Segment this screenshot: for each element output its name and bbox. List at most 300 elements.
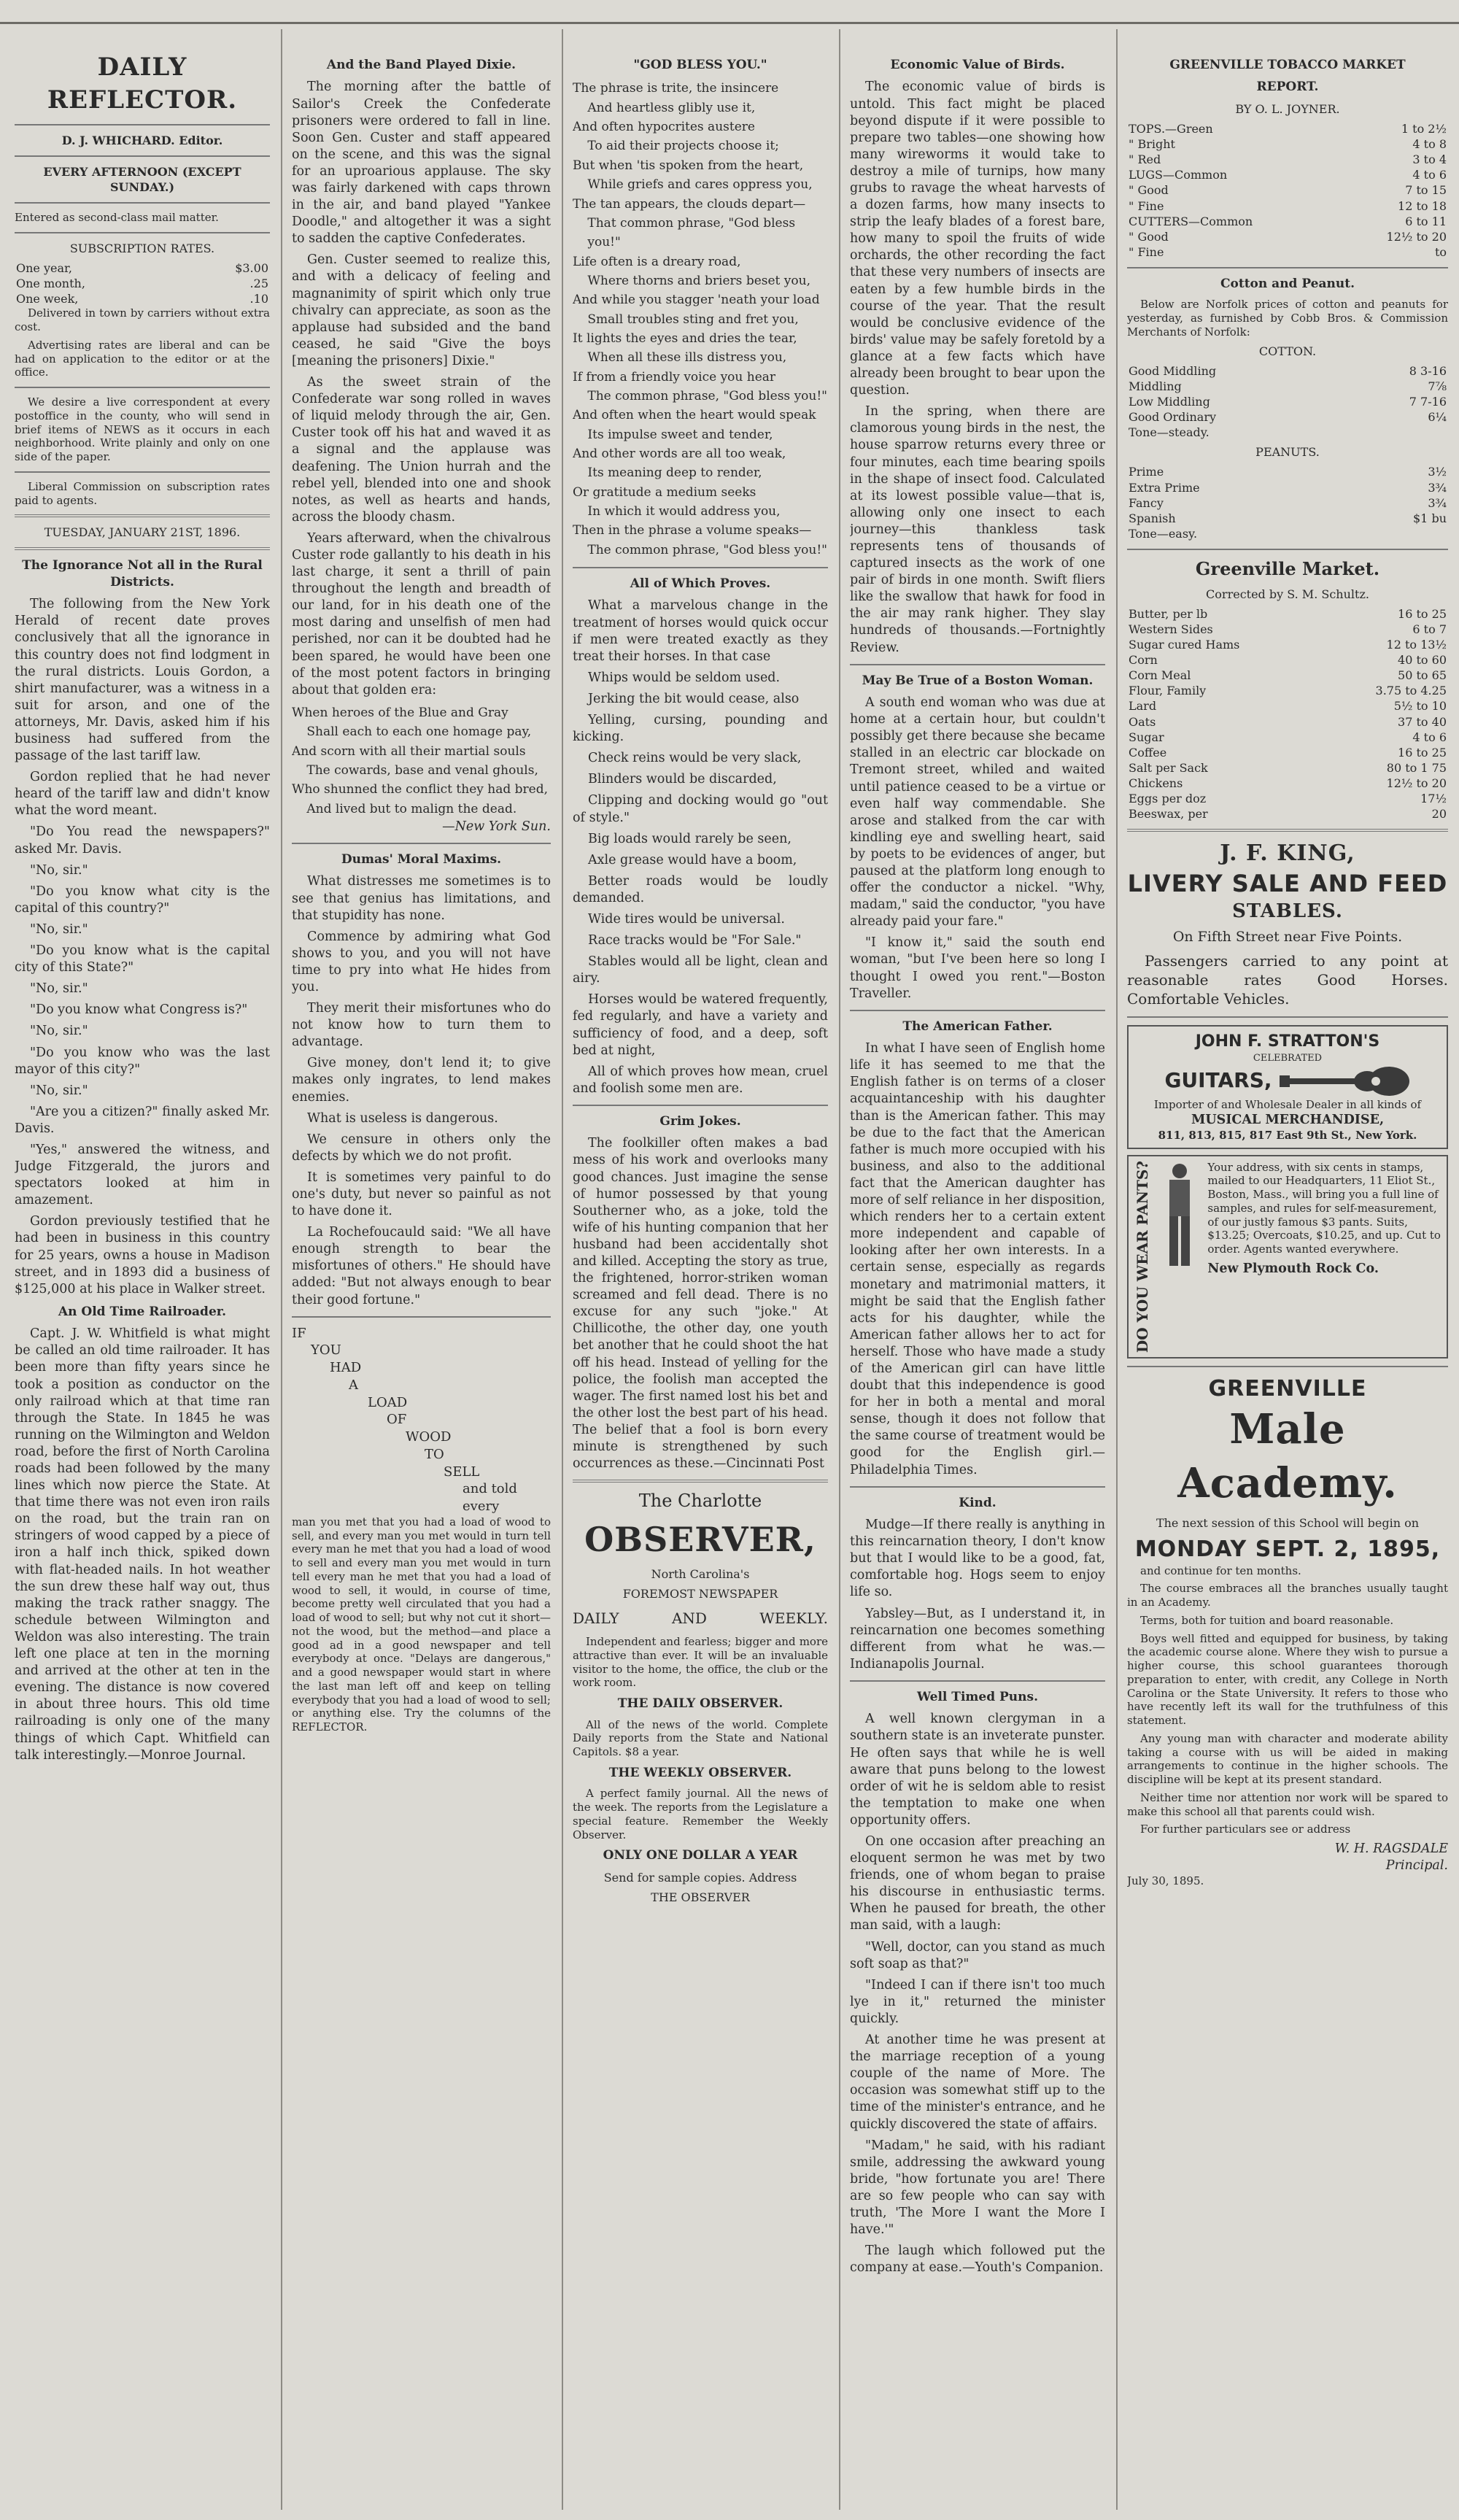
paragraph: Years afterward, when the chivalrous Custer rode gallantly to his death in his last charge, it sent a thrill of pain throughout the length and breadth of our land, for in his death one of the most daring and unselfish of men had perished, nor can it be doubted had he been spared, he would have been one of the most potent factors in bringing about that golden era: <box>292 530 551 697</box>
rates-heading: SUBSCRIPTION RATES. <box>69 241 215 255</box>
price-label: Tone—steady. <box>1129 425 1210 440</box>
article-list <box>573 670 828 1097</box>
price-value: 80 to 1 75 <box>1386 760 1447 775</box>
price-value: 8 3-16 <box>1409 363 1447 378</box>
price-label: Extra Prime <box>1129 480 1200 495</box>
poem-line: It lights the eyes and dries the tear, <box>573 331 797 346</box>
paragraph: "I know it," said the south end woman, "but I've been here so long I thought I owed you rent."—Boston Traveller. <box>850 935 1105 1001</box>
article-body <box>292 79 551 698</box>
paragraph: "Do you know what Congress is?" <box>30 1002 248 1018</box>
poem-line: That common phrase, "God bless you!" <box>587 215 796 250</box>
article-title: The Ignorance Not all in the Rural Districts. <box>22 558 263 590</box>
poem <box>573 79 828 560</box>
poem-line: Its meaning deep to render, <box>587 465 762 481</box>
observer-name: OBSERVER, <box>584 1519 816 1559</box>
stratton-address: 811, 813, 815, 817 East 9th St., New York. <box>1158 1128 1417 1142</box>
price-value: 20 <box>1431 807 1447 822</box>
article-title: May Be True of a Boston Woman. <box>862 673 1094 688</box>
king-line1: LIVERY SALE AND FEED <box>1127 869 1448 897</box>
poem-line: While griefs and cares oppress you, <box>587 177 813 193</box>
king-location: On Fifth Street near Five Points. <box>1172 929 1403 946</box>
observer-tag: North Carolina's <box>651 1566 750 1581</box>
paragraph: Stables would all be light, clean and airy. <box>573 954 828 986</box>
divider <box>1127 1016 1448 1018</box>
paragraph: Axle grease would have a boom, <box>588 852 797 867</box>
price-label: TOPS.—Green <box>1129 121 1213 136</box>
poem-line: The tan appears, the clouds depart— <box>573 196 806 212</box>
divider <box>15 547 270 550</box>
article-body <box>850 1517 1105 1673</box>
price-row <box>1127 425 1448 440</box>
price-label: Beeswax, per <box>1129 807 1208 822</box>
paragraph: Commence by admiring what God shows to you, and you will not have time to pry into what He hides from you. <box>292 929 551 994</box>
column-rule <box>839 29 840 2510</box>
king-ad <box>1127 839 1448 1008</box>
price-value: 12 to 18 <box>1398 198 1447 213</box>
paragraph: We censure in others only the defects by which we do not profit. <box>292 1132 551 1164</box>
price-label: Spanish <box>1129 511 1176 525</box>
divider <box>1127 1366 1448 1367</box>
academy-city: GREENVILLE <box>1208 1375 1367 1402</box>
price-label: LUGS—Common <box>1129 168 1228 182</box>
article-intro: What a marvelous change in the treatment of horses would quick occur if men were treated exactly as they treat their horses. In that case <box>573 598 828 664</box>
poem-line: And often when the heart would speak <box>573 408 816 423</box>
paragraph: "No, sir." <box>30 862 88 878</box>
price-label: " Fine <box>1129 244 1164 259</box>
paragraph: Big loads would rarely be seen, <box>588 831 792 846</box>
poem-line: If from a friendly voice you hear <box>573 369 776 384</box>
king-desc: Passengers carried to any point at reasonable rates Good Horses. Comfortable Vehicles. <box>1127 951 1448 1008</box>
market-title: GREENVILLE TOBACCO MARKET <box>1169 58 1406 72</box>
stratton-name: JOHN F. STRATTON'S <box>1195 1032 1380 1051</box>
price-label: Butter, per lb <box>1129 606 1208 621</box>
paragraph: It is sometimes very painful to do one's duty, but never so painful as not to have done it. <box>292 1170 551 1219</box>
price-row <box>1127 698 1448 714</box>
wood-ad-word: A <box>349 1377 358 1393</box>
divider <box>292 1316 551 1318</box>
paragraph: Gordon previously testified that he had been in business in this country for 25 years, owns a house in Madison street, and in 1893 did a business of $125,000 at his place in Walker street. <box>15 1214 270 1296</box>
paragraph: A south end woman who was due at home at a certain hour, but couldn't possibly get there because she became stalled in an electric car blockade on Tremont street, whiled and waited until patience ceased to be a virtue or even half way commendable. She arose and stalked from the car with kindling eye and swelling heart, said by poets to be evidences of anger, but paused at the platform long enough to offer the conductor a nickel. "Why, madam," said the conductor, "you have already paid your fare." <box>850 695 1105 929</box>
academy-ad <box>1127 1375 1448 1889</box>
price-label: " Good <box>1129 229 1169 244</box>
divider <box>15 514 270 517</box>
column-2 <box>292 51 551 2510</box>
guitar-icon <box>1280 1064 1411 1098</box>
academy-role: Principal. <box>1385 1858 1448 1874</box>
price-label: Prime <box>1129 465 1164 479</box>
price-row <box>1127 495 1448 511</box>
paragraph: Any young man with character and moderate ability taking a course with us will be aided in making arrangements to continue in the higher schools. The discipline will be kept at its present standard. <box>1127 1731 1448 1787</box>
price-label: Eggs per doz <box>1129 792 1207 806</box>
poem-line: And often hypocrites austere <box>573 120 755 135</box>
divider <box>850 1486 1105 1488</box>
king-name: J. F. KING, <box>1220 840 1355 867</box>
price-row <box>1127 182 1448 198</box>
column-rule <box>281 29 282 2510</box>
poem-line: Then in the phrase a volume speaks— <box>573 523 812 538</box>
column-4 <box>850 51 1105 2510</box>
price-value: 16 to 25 <box>1398 606 1447 621</box>
observer-weekly-text: A perfect family journal. All the news of the week. The reports from the Legislature a special feature. Remember the Weekly Observer. <box>573 1787 828 1841</box>
paragraph: "Yes," answered the witness, and Judge Fitzgerald, the jurors and spectators looked at him in amazement. <box>15 1142 270 1208</box>
price-label: Oats <box>1129 714 1156 729</box>
poem-line: Who shunned the conflict they had bred, <box>292 782 548 797</box>
greenville-market-table <box>1127 606 1448 822</box>
price-row <box>1127 464 1448 479</box>
article-body <box>850 79 1105 656</box>
observer-price: ONLY ONE DOLLAR A YEAR <box>603 1848 798 1863</box>
paragraph: Capt. J. W. Whitfield is what might be called an old time railroader. It has been more than fifty years since he took a position as conductor on the only railroad which at that time ran through the State. In 1845 he was running on the Wilmington and Weldon road, before the first of North Carolina roads had been followed by the many lines which now pierce the State. At that time there was not even iron rails on the road, but the train ran on stringers of wood capped by a piece of iron a half inch thick, spiked down with flat-headed nails. In hot weather the sun drew these half way out, thus making the track rather snaggy. The schedule between Wilmington and Weldon was also interesting. The train left one place at ten in the morning and arrived at the other at ten in the evening. The distance is now covered in about three hours. This old time railroading is only one of the many things of which Capt. Whitfield can talk interestingly.—Monroe Journal. <box>15 1326 270 1763</box>
price-row <box>1127 806 1448 822</box>
observer-daily-head: THE DAILY OBSERVER. <box>617 1696 783 1712</box>
price-row <box>1127 637 1448 652</box>
price-label: Good Ordinary <box>1129 410 1217 425</box>
price-value: 6¼ <box>1428 410 1447 425</box>
price-row <box>1127 167 1448 182</box>
observer-desc: Independent and fearless; bigger and more attractive than ever. It will be an invaluable visitor to the home, the office, the club or the work room. <box>573 1635 828 1690</box>
academy-dateline: July 30, 1895. <box>1127 1874 1204 1888</box>
paragraph: Clipping and docking would go "out of style." <box>573 793 828 825</box>
price-value: 1 to 2½ <box>1401 121 1447 136</box>
observer-sample: Send for sample copies. Address <box>603 1870 797 1885</box>
price-value: 12 to 13½ <box>1386 637 1447 652</box>
market-subtitle: REPORT. <box>1256 80 1319 95</box>
poem-line: The common phrase, "God bless you!" <box>587 388 828 403</box>
divider <box>15 155 270 157</box>
price-row <box>1127 683 1448 698</box>
peanut-heading: PEANUTS. <box>1255 445 1320 460</box>
paragraph: Give money, don't lend it; to give makes only ingrates, to lend makes enemies. <box>292 1056 551 1105</box>
price-row <box>1127 668 1448 683</box>
stratton-ad <box>1127 1025 1448 1149</box>
schedule-line: EVERY AFTERNOON (EXCEPT SUNDAY.) <box>43 164 241 194</box>
pants-company: New Plymouth Rock Co. <box>1207 1261 1379 1276</box>
divider <box>1127 829 1448 832</box>
price-value: 6 to 7 <box>1412 622 1447 636</box>
paragraph: Better roads would be loudly demanded. <box>573 873 828 905</box>
price-label: Chickens <box>1129 776 1183 790</box>
wood-ad-word: OF <box>387 1412 407 1428</box>
price-row <box>1127 730 1448 745</box>
wood-ad-word: WOOD <box>406 1429 452 1445</box>
market-byline: BY O. L. JOYNER. <box>1235 101 1340 116</box>
price-label: Fancy <box>1129 495 1164 510</box>
price-value: 16 to 25 <box>1398 745 1447 760</box>
divider <box>573 1480 828 1483</box>
rate-label: One year, <box>16 260 72 275</box>
wood-ad-word: SELL <box>444 1464 480 1480</box>
poem-line: When heroes of the Blue and Gray <box>292 705 508 720</box>
price-value: 7⅞ <box>1428 379 1447 393</box>
cotton-intro: Below are Norfolk prices of cotton and peanuts for yesterday, as furnished by Cobb Bros. & Commission Merchants of Norfolk: <box>1127 298 1448 339</box>
paragraph: For further particulars see or address <box>1140 1823 1351 1836</box>
article-body <box>15 1326 270 1763</box>
paragraph: The following from the New York Herald of recent date proves conclusively that all the ignorance in this country does not find lodgment in the rural districts. Louis Gordon, a shirt manufacturer, was a witness in a suit for arson, and one of the attorneys, Mr. Davis, asked him if his business had suffered from the passage of the last tariff law. <box>15 597 270 764</box>
wood-ad-word: HAD <box>330 1360 362 1376</box>
price-value: to <box>1434 244 1447 259</box>
stratton-guitar-row <box>1133 1064 1442 1098</box>
article-body <box>850 695 1105 1002</box>
wood-ad-text: man you met that you had a load of wood to sell, and every man you met would in turn tell every man he met that you had a load of wood to sell and every man you met would in turn tell every man he met that you had a load of wood to sell, it would, in course of time, become pretty well circulated that you had a load of wood to sell; but why not cut it short—not the wood, but the method—and place a good ad in a good newspaper and tell everybody at once. "Delays are dangerous," and a good newspaper would start in where the last man left off and keep on telling everybody that you had a load of wood to sell; or anything else. Try the columns of the REFLECTOR. <box>292 1515 551 1734</box>
column-1 <box>15 51 270 2510</box>
paragraph: As the sweet strain of the Confederate war song rolled in waves of liquid melody through the air, Gen. Custer took off his hat and waved it as a signal and the applause was deafening. The Union hurrah and the rebel yell, blended into one and shook notes, as well as hearts and hands, across the bloody chasm. <box>292 375 551 525</box>
correspondent-note: We desire a live correspondent at every postoffice in the county, who will send in brief items of NEWS as it occurs in each neighborhood. Write plainly and only on one side of the paper. <box>15 395 270 464</box>
price-row <box>1127 511 1448 526</box>
price-value: 7 to 15 <box>1405 183 1447 198</box>
price-value: 40 to 60 <box>1398 653 1447 668</box>
paragraph: The foolkiller often makes a bad mess of his work and overlooks many good chances. Just imagine the sense of humor possessed by that young Southerner who, as a joke, told the wife of his hunting companion that her husband had been accidentally shot and killed. Accepting the story as true, the frightened, horror-striken woman screamed and fell dead. There is no excuse for any such "joke." At Chillicothe, the other day, one youth bet another that he could shoot the hat off his head. Instead of yelling for the police, the foolish man accepted the wager. The first named lost his bet and the other lost the best part of his head. The belief that a fool is born every minute is strengthened by such occurrences as these.—Cincinnati Post <box>573 1136 828 1472</box>
price-label: Low Middling <box>1129 394 1210 409</box>
poem-line: In which it would address you, <box>587 504 781 519</box>
paragraph: On one occasion after preaching an eloquent sermon he was met by two friends, one of whom began to praise his discourse in enthusiastic terms. When he paused for breath, the other man said, with a laugh: <box>850 1834 1105 1933</box>
stratton-guitars: GUITARS, <box>1164 1068 1272 1093</box>
cotton-heading: COTTON. <box>1258 344 1317 358</box>
price-value: 12½ to 20 <box>1386 229 1447 244</box>
price-label: Tone—easy. <box>1129 526 1198 541</box>
paragraph: What distresses me sometimes is to see that genius has limitations, and that stupidity has none. <box>292 874 551 923</box>
pants-side: DO YOU WEAR PANTS? <box>1134 1160 1151 1353</box>
price-value <box>1350 425 1448 440</box>
rates-table <box>15 260 270 306</box>
paragraph: "Do you know what is the capital city of this State?" <box>15 943 270 975</box>
price-row <box>1127 214 1448 229</box>
rate-price: .10 <box>249 292 268 306</box>
poem-line: Shall each to each one homage pay, <box>306 724 532 740</box>
price-value: 4 to 8 <box>1412 137 1447 152</box>
price-value: 17½ <box>1420 792 1447 806</box>
observer-editions <box>573 1609 828 1628</box>
stratton-desc: Importer of and Wholesale Dealer in all kinds of <box>1153 1097 1422 1111</box>
price-label: Corn Meal <box>1129 668 1191 683</box>
gmarket-title: Greenville Market. <box>1195 557 1380 579</box>
poem-line: When all these ills distress you, <box>587 350 787 366</box>
poem-line: The common phrase, "God bless you!" <box>587 542 828 557</box>
article-body <box>850 1040 1105 1478</box>
price-label: Sugar <box>1129 730 1164 744</box>
paragraph: Neither time nor attention nor work will be spared to make this school all that parents could wish. <box>1127 1790 1448 1818</box>
academy-body <box>1127 1564 1448 1837</box>
rate-row <box>15 260 270 276</box>
price-label: " Fine <box>1129 198 1164 213</box>
price-row <box>1127 652 1448 668</box>
observer-daily-text: All of the news of the world. Complete Daily reports from the State and National Capitols. $8 a year. <box>573 1717 828 1759</box>
poem-line: Its impulse sweet and tender, <box>587 427 773 442</box>
academy-date: MONDAY SEPT. 2, 1895, <box>1134 1537 1441 1563</box>
paragraph: La Rochefoucauld said: "We all have enough strength to bear the misfortunes of others." He should have added: "But not always enough to bear their good fortune." <box>292 1225 551 1307</box>
paragraph: Boys well fitted and equipped for business, by taking the academic course alone. Where they wish to pursue a higher course, this school guarantees thorough preparation to enter, with credit, any College in North Carolina or the State University. It refers to those who have recently left its wall for the truthfulness of this statement. <box>1127 1631 1448 1728</box>
paragraph: "Madam," he said, with his radiant smile, addressing the awkward young bride, "how fortunate you are! There are so few people who can say with truth, 'The More I want the More I have.'" <box>850 2138 1105 2238</box>
price-value: 3¾ <box>1428 495 1447 510</box>
poem-line: And lived but to malign the dead. <box>306 801 517 816</box>
article-title: Dumas' Moral Maxims. <box>341 851 502 867</box>
paragraph: Gordon replied that he had never heard of the tariff law and didn't know what the word meant. <box>15 770 270 819</box>
paragraph: Race tracks would be "For Sale." <box>588 933 802 948</box>
article-title: Kind. <box>959 1495 996 1510</box>
wood-ad-word: IF <box>292 1325 306 1341</box>
paragraph: What is useless is dangerous. <box>307 1110 498 1126</box>
price-value: $1 bu <box>1413 511 1447 525</box>
cotton-title: Cotton and Peanut. <box>1220 276 1355 291</box>
price-label: Coffee <box>1129 745 1167 760</box>
rate-label: One week, <box>16 292 79 306</box>
divider <box>850 1010 1105 1011</box>
paragraph: Jerking the bit would cease, also <box>588 691 800 706</box>
paragraph: Gen. Custer seemed to realize this, and with a delicacy of feeling and magnanimity of spirit which only true chivalry can appreciate, as soon as the applause had subsided and the band ceased, he said "Give the boys [meaning the prisoners] Dixie." <box>292 252 551 368</box>
poem-line: But when 'tis spoken from the heart, <box>573 158 804 173</box>
paragraph: They merit their misfortunes who do not know how to turn them to advantage. <box>292 1001 551 1050</box>
price-row <box>1127 760 1448 776</box>
article-body <box>573 1135 828 1472</box>
price-row <box>1127 121 1448 136</box>
price-value: 5½ to 10 <box>1393 699 1447 714</box>
article-title: All of Which Proves. <box>630 576 771 592</box>
paragraph: "Do you know what city is the capital of this country?" <box>15 884 270 916</box>
price-row <box>1127 622 1448 637</box>
paragraph: At another time he was present at the marriage reception of a young couple of the name of More. The occasion was somewhat stiff up to the time of the minister's entrance, and he quickly discovered the state of affairs. <box>850 2033 1105 2132</box>
poem-line: The phrase is trite, the insincere <box>573 81 779 96</box>
paragraph: Horses would be watered frequently, fed regularly, and have a variety and sufficiency of food, and a deep, soft bed at night, <box>573 992 828 1058</box>
paragraph: The economic value of birds is untold. This fact might be placed beyond dispute if it were possible to prepare two tables—one showing how many wireworms it would take to destroy a mile of turnips, how many grubs to ravage the wheat harvests of a dozen farms, how many insects to strip the leafy blades of a forest bare, how many to spoil the fruits of wide orchards, the other recording the fact that these very numbers of insects are eaten by a few humble birds in the course of the year. That the result would be conclusive evidence of the birds' value may be safely foretold by a glance at a few facts which have already been brought to bear upon the question. <box>850 80 1105 398</box>
delivery-note: Delivered in town by carriers without extra cost. <box>15 306 270 334</box>
paragraph: "Do You read the newspapers?" asked Mr. Davis. <box>15 824 270 857</box>
observer-the: The Charlotte <box>638 1491 762 1512</box>
paragraph: "Well, doctor, can you stand as much soft soap as that?" <box>850 1939 1105 1971</box>
masthead-title: DAILY REFLECTOR. <box>47 53 238 115</box>
gmarket-byline: Corrected by S. M. Schultz. <box>1206 587 1369 601</box>
editor-line: D. J. WHICHARD. Editor. <box>61 133 223 147</box>
price-value: 4 to 6 <box>1412 730 1447 744</box>
article-title: "GOD BLESS YOU." <box>633 58 767 72</box>
poem <box>292 703 551 819</box>
column-rule <box>1116 29 1118 2510</box>
divider <box>1127 549 1448 550</box>
poem-line: And other words are all too weak, <box>573 446 786 461</box>
rate-label: One month, <box>16 277 85 291</box>
article-title: Economic Value of Birds. <box>890 58 1065 72</box>
article-title: Well Timed Puns. <box>916 1689 1039 1704</box>
tobacco-table <box>1127 121 1448 260</box>
paragraph: Yabsley—But, as I understand it, in reincarnation one becomes something different from what he was.—Indianapolis Journal. <box>850 1606 1105 1671</box>
rate-price: .25 <box>249 277 268 291</box>
paragraph: "No, sir." <box>30 981 88 997</box>
commission-note: Liberal Commission on subscription rates paid to agents. <box>15 479 270 507</box>
paragraph: Check reins would be very slack, <box>588 751 802 766</box>
wood-ad-word: LOAD <box>368 1394 408 1410</box>
divider <box>15 471 270 473</box>
price-value: 3 to 4 <box>1412 152 1447 167</box>
peanut-table <box>1127 464 1448 541</box>
advertising-note: Advertising rates are liberal and can be had on application to the editor or at the office. <box>15 338 270 379</box>
wood-ad-stair <box>292 1325 551 1515</box>
entered-line: Entered as second-class mail matter. <box>15 211 219 225</box>
price-value: 7 7-16 <box>1409 394 1447 409</box>
price-value: 3½ <box>1428 465 1447 479</box>
article-title: And the Band Played Dixie. <box>326 58 516 72</box>
wood-ad-word: YOU <box>311 1342 341 1358</box>
divider <box>15 232 270 233</box>
divider <box>573 567 828 568</box>
observer-daily: DAILY <box>573 1609 619 1627</box>
price-value <box>1342 526 1448 541</box>
price-row <box>1127 526 1448 541</box>
poem-line: And while you stagger 'neath your load <box>573 293 820 308</box>
paragraph: In what I have seen of English home life it has seemed to me that the English father is on terms of a closer acquaintanceship with his daughter than is the American father. This may be due to the fact that the American father is much more occupied with his business, and also to the additional fact that the American daughter has more of self reliance in her disposition, which renders her to a certain extent more independent and capable of looking after her own interests. In a certain sense, especially as regards monetary and matrimonial matters, it might be said that the English father acts for his daughter, while the American father allows her to act for herself. Those who have made a study of the American girl can have little doubt that this independence is good for her in both a mental and moral sense, though it does not follow that the same course of treatment would be good for the English girl.—Philadelphia Times. <box>850 1041 1105 1477</box>
wood-ad-word: and told every <box>463 1481 517 1515</box>
divider <box>1127 267 1448 268</box>
price-label: Flour, Family <box>1129 684 1207 698</box>
price-row <box>1127 379 1448 394</box>
divider <box>573 1105 828 1106</box>
poem-line: Or gratitude a medium seeks <box>573 484 756 500</box>
price-row <box>1127 363 1448 379</box>
academy-name: Male Academy. <box>1177 1405 1398 1508</box>
paragraph: The laugh which followed put the company at ease.—Youth's Companion. <box>850 2243 1105 2276</box>
paragraph: Yelling, cursing, pounding and kicking. <box>573 713 828 745</box>
poem-source: —New York Sun. <box>442 819 551 834</box>
paragraph: Mudge—If there really is anything in this reincarnation theory, I don't know but that I would like to be a good, fat, comfortable hog. Hogs seem to enjoy life so. <box>850 1518 1105 1600</box>
paragraph: "Indeed I can if there isn't too much lye in it," returned the minister quickly. <box>850 1977 1105 2026</box>
poem-line: Life often is a dreary road, <box>573 254 741 269</box>
article-body <box>292 873 551 1308</box>
price-value: 4 to 6 <box>1412 168 1447 182</box>
price-row <box>1127 480 1448 495</box>
price-label: " Good <box>1129 183 1169 198</box>
observer-and: AND <box>671 1609 707 1627</box>
paragraph: All of which proves how mean, cruel and foolish some men are. <box>573 1064 828 1096</box>
paragraph: The course embraces all the branches usually taught in an Academy. <box>1127 1582 1448 1609</box>
academy-next: The next session of this School will begin on <box>1156 1515 1420 1530</box>
price-label: Western Sides <box>1129 622 1213 636</box>
price-label: " Red <box>1129 152 1161 167</box>
divider <box>15 202 270 204</box>
price-label: CUTTERS—Common <box>1129 214 1253 228</box>
price-row <box>1127 409 1448 425</box>
rate-price: $3.00 <box>235 260 268 275</box>
price-label: Salt per Sack <box>1129 760 1208 775</box>
price-row <box>1127 229 1448 244</box>
wood-ad-word: TO <box>425 1446 444 1462</box>
price-value: 37 to 40 <box>1398 714 1447 729</box>
top-rule <box>0 22 1459 24</box>
article-title: The American Father. <box>902 1019 1053 1034</box>
price-row <box>1127 791 1448 806</box>
article-body <box>850 1711 1105 2276</box>
price-row <box>1127 136 1448 152</box>
paragraph: Terms, both for tuition and board reasonable. <box>1140 1613 1394 1627</box>
price-row <box>1127 394 1448 409</box>
divider <box>15 387 270 388</box>
observer-ad <box>573 1490 828 1905</box>
price-row <box>1127 606 1448 622</box>
price-row <box>1127 244 1448 260</box>
divider <box>292 843 551 844</box>
academy-signature: W. H. RAGSDALE <box>1334 1841 1448 1857</box>
paragraph: A well known clergyman in a southern state is an inveterate punster. He often says that while he is well aware that puns belong to the lowest order of wit he is seldom able to resist the temptation to make one when opportunity offers. <box>850 1712 1105 1828</box>
price-label: Corn <box>1129 653 1158 668</box>
poem-line: Where thorns and briers beset you, <box>587 273 810 288</box>
paragraph: "No, sir." <box>30 1083 88 1098</box>
price-label: Lard <box>1129 699 1157 714</box>
divider <box>850 1680 1105 1682</box>
paragraph: "No, sir." <box>30 921 88 937</box>
paragraph: The morning after the battle of Sailor's Creek the Confederate prisoners were ordered to fall in line. Soon Gen. Custer and staff appeared on the scene, and this was the signal for an uproarious applause. The sky was fairly darkened with caps thrown in the air, and band played "Yankee Doodle," and altogether it was a sight to sadden the captive Confederates. <box>292 80 551 247</box>
paragraph: and continue for ten months. <box>1140 1564 1301 1577</box>
price-label: Middling <box>1129 379 1182 393</box>
paragraph: Whips would be seldom used. <box>588 670 781 685</box>
paragraph: In the spring, when there are clamorous young birds in the nest, the house sparrow returns every three or four minutes, each time bearing spoils in the shape of insect food. Calculated at its lowest possible value—that is, allowing only one insect to each journey—this thankless task represents tens of thousands of captured insects as the work of one pair of birds in one month. Swift fliers like the swallow that hawk for food in the air may rank higher. They slay hundreds of thousands.—Fortnightly Review. <box>850 404 1105 655</box>
paragraph: "No, sir." <box>30 1024 88 1039</box>
observer-weekly-head: THE WEEKLY OBSERVER. <box>608 1765 792 1780</box>
